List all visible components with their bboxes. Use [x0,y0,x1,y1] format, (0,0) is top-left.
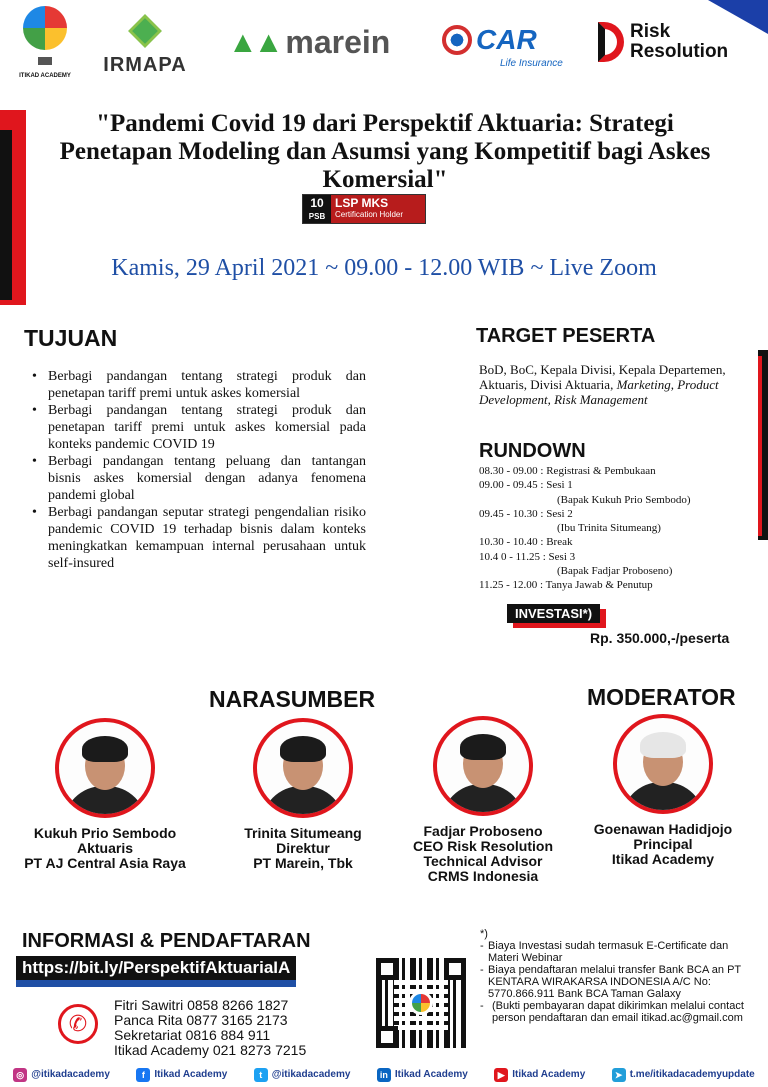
target-heading: TARGET PESERTA [476,325,656,347]
risk-resolution-icon [598,22,624,62]
rundown-list [479,464,749,593]
itikad-logo [10,6,80,79]
contact-list [114,998,306,1058]
list-item: • Berbagi pandangan tentang strategi produk dan penetapan tariff premi untuk askes komersial [30,368,366,402]
car-logo-text: CAR [476,24,537,55]
marein-icon: ▲▲ [228,25,280,59]
target-text-main: BoD, BoC, Kepala Divisi, Kepala Departemen, Aktuaris, Divisi Aktuaria, [479,362,726,392]
event-dateline: Kamis, 29 April 2021 ~ 09.00 - 12.00 WIB ~ Live Zoom [111,255,657,281]
rundown-item: (Bapak Kukuh Prio Sembodo) [557,493,691,506]
social-label: @itikadacademy [271,1069,351,1080]
list-item: - (Bukti pembayaran dapat dikirimkan melalui contact person pendaftaran dan email itikad.ac@gmail.com [480,1000,760,1024]
rundown-item: 08.30 - 09.00 : Registrasi & Pembukaan [479,465,656,477]
right-red-bar [758,356,762,536]
car-logo [442,24,563,69]
car-wheel-icon [442,25,472,55]
notes-list [480,928,760,1024]
social-telegram[interactable] [612,1068,755,1082]
badge-number: 10 [310,196,324,210]
speaker-card [203,718,403,871]
irmapa-logo-text: IRMAPA [103,54,187,76]
tujuan-heading: TUJUAN [24,325,118,351]
list-item: Fitri Sawitri 0858 8266 1827 [114,997,289,1013]
moderator-card [563,714,763,867]
badge-title: LSP MKS [335,196,389,210]
instagram-icon: ◎ [13,1068,27,1082]
speaker-name: Fadjar Proboseno [423,823,543,839]
info-heading: INFORMASI & PENDAFTARAN [22,930,311,952]
speaker-card [5,718,205,871]
list-item: • Berbagi pandangan seputar strategi pengendalian risiko pandemic COVID 19 terhadap bisnis dalam konteks meningkatkan kemampuan internal perusahaan untuk self-insured [30,504,366,572]
social-label: t.me/itikadacademyupdate [629,1069,755,1080]
list-item: • Berbagi pandangan tentang peluang dan tantangan bisnis askes komersial dengan adanya fenomena pandemi global [30,453,366,504]
irmapa-logo [100,14,190,77]
risk-logo-line1: Risk [630,21,671,42]
speaker-org: PT Marein, Tbk [253,855,353,871]
social-twitter[interactable] [254,1068,351,1082]
speaker-role: Principal [633,836,693,852]
speaker-name: Kukuh Prio Sembodo [33,825,177,841]
avatar [613,714,713,814]
social-instagram[interactable] [13,1068,110,1082]
rundown-heading: RUNDOWN [479,440,586,462]
speaker-role: Aktuaris [76,840,134,856]
speaker-name: Goenawan Hadidjojo [593,821,733,837]
irmapa-icon [128,14,162,48]
registration-link[interactable]: https://bit.ly/PerspektifAktuariaIA [16,956,296,980]
speaker-org: PT AJ Central Asia Raya [24,855,186,871]
list-item: Panca Rita 0877 3165 2173 [114,1012,288,1028]
lsp-badge [302,194,426,224]
youtube-icon: ▶ [494,1068,508,1082]
social-label: Itikad Academy [394,1069,468,1080]
speaker-org: Technical Advisor [423,853,543,869]
badge-subtitle: Certification Holder [335,210,404,219]
social-footer [0,1062,768,1087]
speaker-name: Trinita Situmeang [244,825,362,841]
list-item: - Biaya Investasi sudah termasuk E-Certificate dan Materi Webinar [480,940,760,964]
social-label: Itikad Academy [154,1069,228,1080]
speaker-org: CRMS Indonesia [427,868,539,884]
avatar [55,718,155,818]
narasumber-heading: NARASUMBER [209,686,376,712]
linkedin-icon: in [377,1068,391,1082]
social-label: Itikad Academy [512,1069,586,1080]
rundown-item: 09.45 - 10.30 : Sesi 2 [479,507,573,520]
social-linkedin[interactable] [377,1068,468,1082]
social-facebook[interactable] [136,1068,227,1082]
twitter-icon: t [254,1068,268,1082]
tujuan-list [30,368,366,572]
marein-logo [228,24,390,61]
rundown-item: (Bapak Fadjar Proboseno) [557,565,673,578]
rundown-item: 09.00 - 09.45 : Sesi 1 [479,479,573,492]
car-logo-subtitle: Life Insurance [500,58,563,69]
qr-code-icon[interactable] [376,958,466,1048]
list-item: Itikad Academy 021 8273 7215 [114,1042,307,1058]
list-item: - Biaya pendaftaran melalui transfer Bank BCA an PT KENTARA WIRAKARSA INDONESIA A/C No: 5770.866.911 Bank BCA Taman Galaxy [480,964,760,1000]
phone-icon: ✆ [58,1004,98,1044]
speaker-card [383,716,583,884]
risk-logo-line2: Resolution [630,41,729,62]
investasi-price: Rp. 350.000,-/peserta [590,630,730,646]
speaker-org: Itikad Academy [611,851,715,867]
social-youtube[interactable] [494,1068,585,1082]
social-label: @itikadacademy [31,1069,110,1080]
itikad-logo-text: ITIKAD ACADEMY [19,73,71,79]
list-item: • Berbagi pandangan tentang strategi produk dan penetapan tariff premi untuk askes komersial pada konteks pandemic COVID 19 [30,402,366,453]
avatar [433,716,533,816]
rundown-item: 11.25 - 12.00 : Tanya Jawab & Penutup [479,579,653,592]
investasi-label: INVESTASI*) [507,604,600,623]
rundown-item: 10.30 - 10.40 : Break [479,536,573,549]
rundown-item: 10.4 0 - 11.25 : Sesi 3 [479,550,576,563]
speaker-role: CEO Risk Resolution [412,838,554,854]
list-item: Sekretariat 0816 884 911 [114,1027,271,1043]
badge-number-sub: PSB [308,212,326,221]
avatar [253,718,353,818]
target-text-italic: Marketing, Product Development, Risk Management [479,377,719,407]
lightbulb-icon [23,6,67,50]
facebook-icon: f [136,1068,150,1082]
speaker-role: Direktur [276,840,330,856]
risk-resolution-logo [598,22,728,62]
target-text [479,362,729,407]
list-item: *) [480,928,488,940]
marein-logo-text: marein [285,24,391,60]
telegram-icon: ➤ [612,1068,626,1082]
rundown-item: (Ibu Trinita Situmeang) [557,522,661,535]
page-title: "Pandemi Covid 19 dari Perspektif Aktuaria: Strategi Penetapan Modeling dan Asumsi yang Kompetitif bagi Askes Komersial" [59,110,711,193]
moderator-heading: MODERATOR [587,684,736,710]
